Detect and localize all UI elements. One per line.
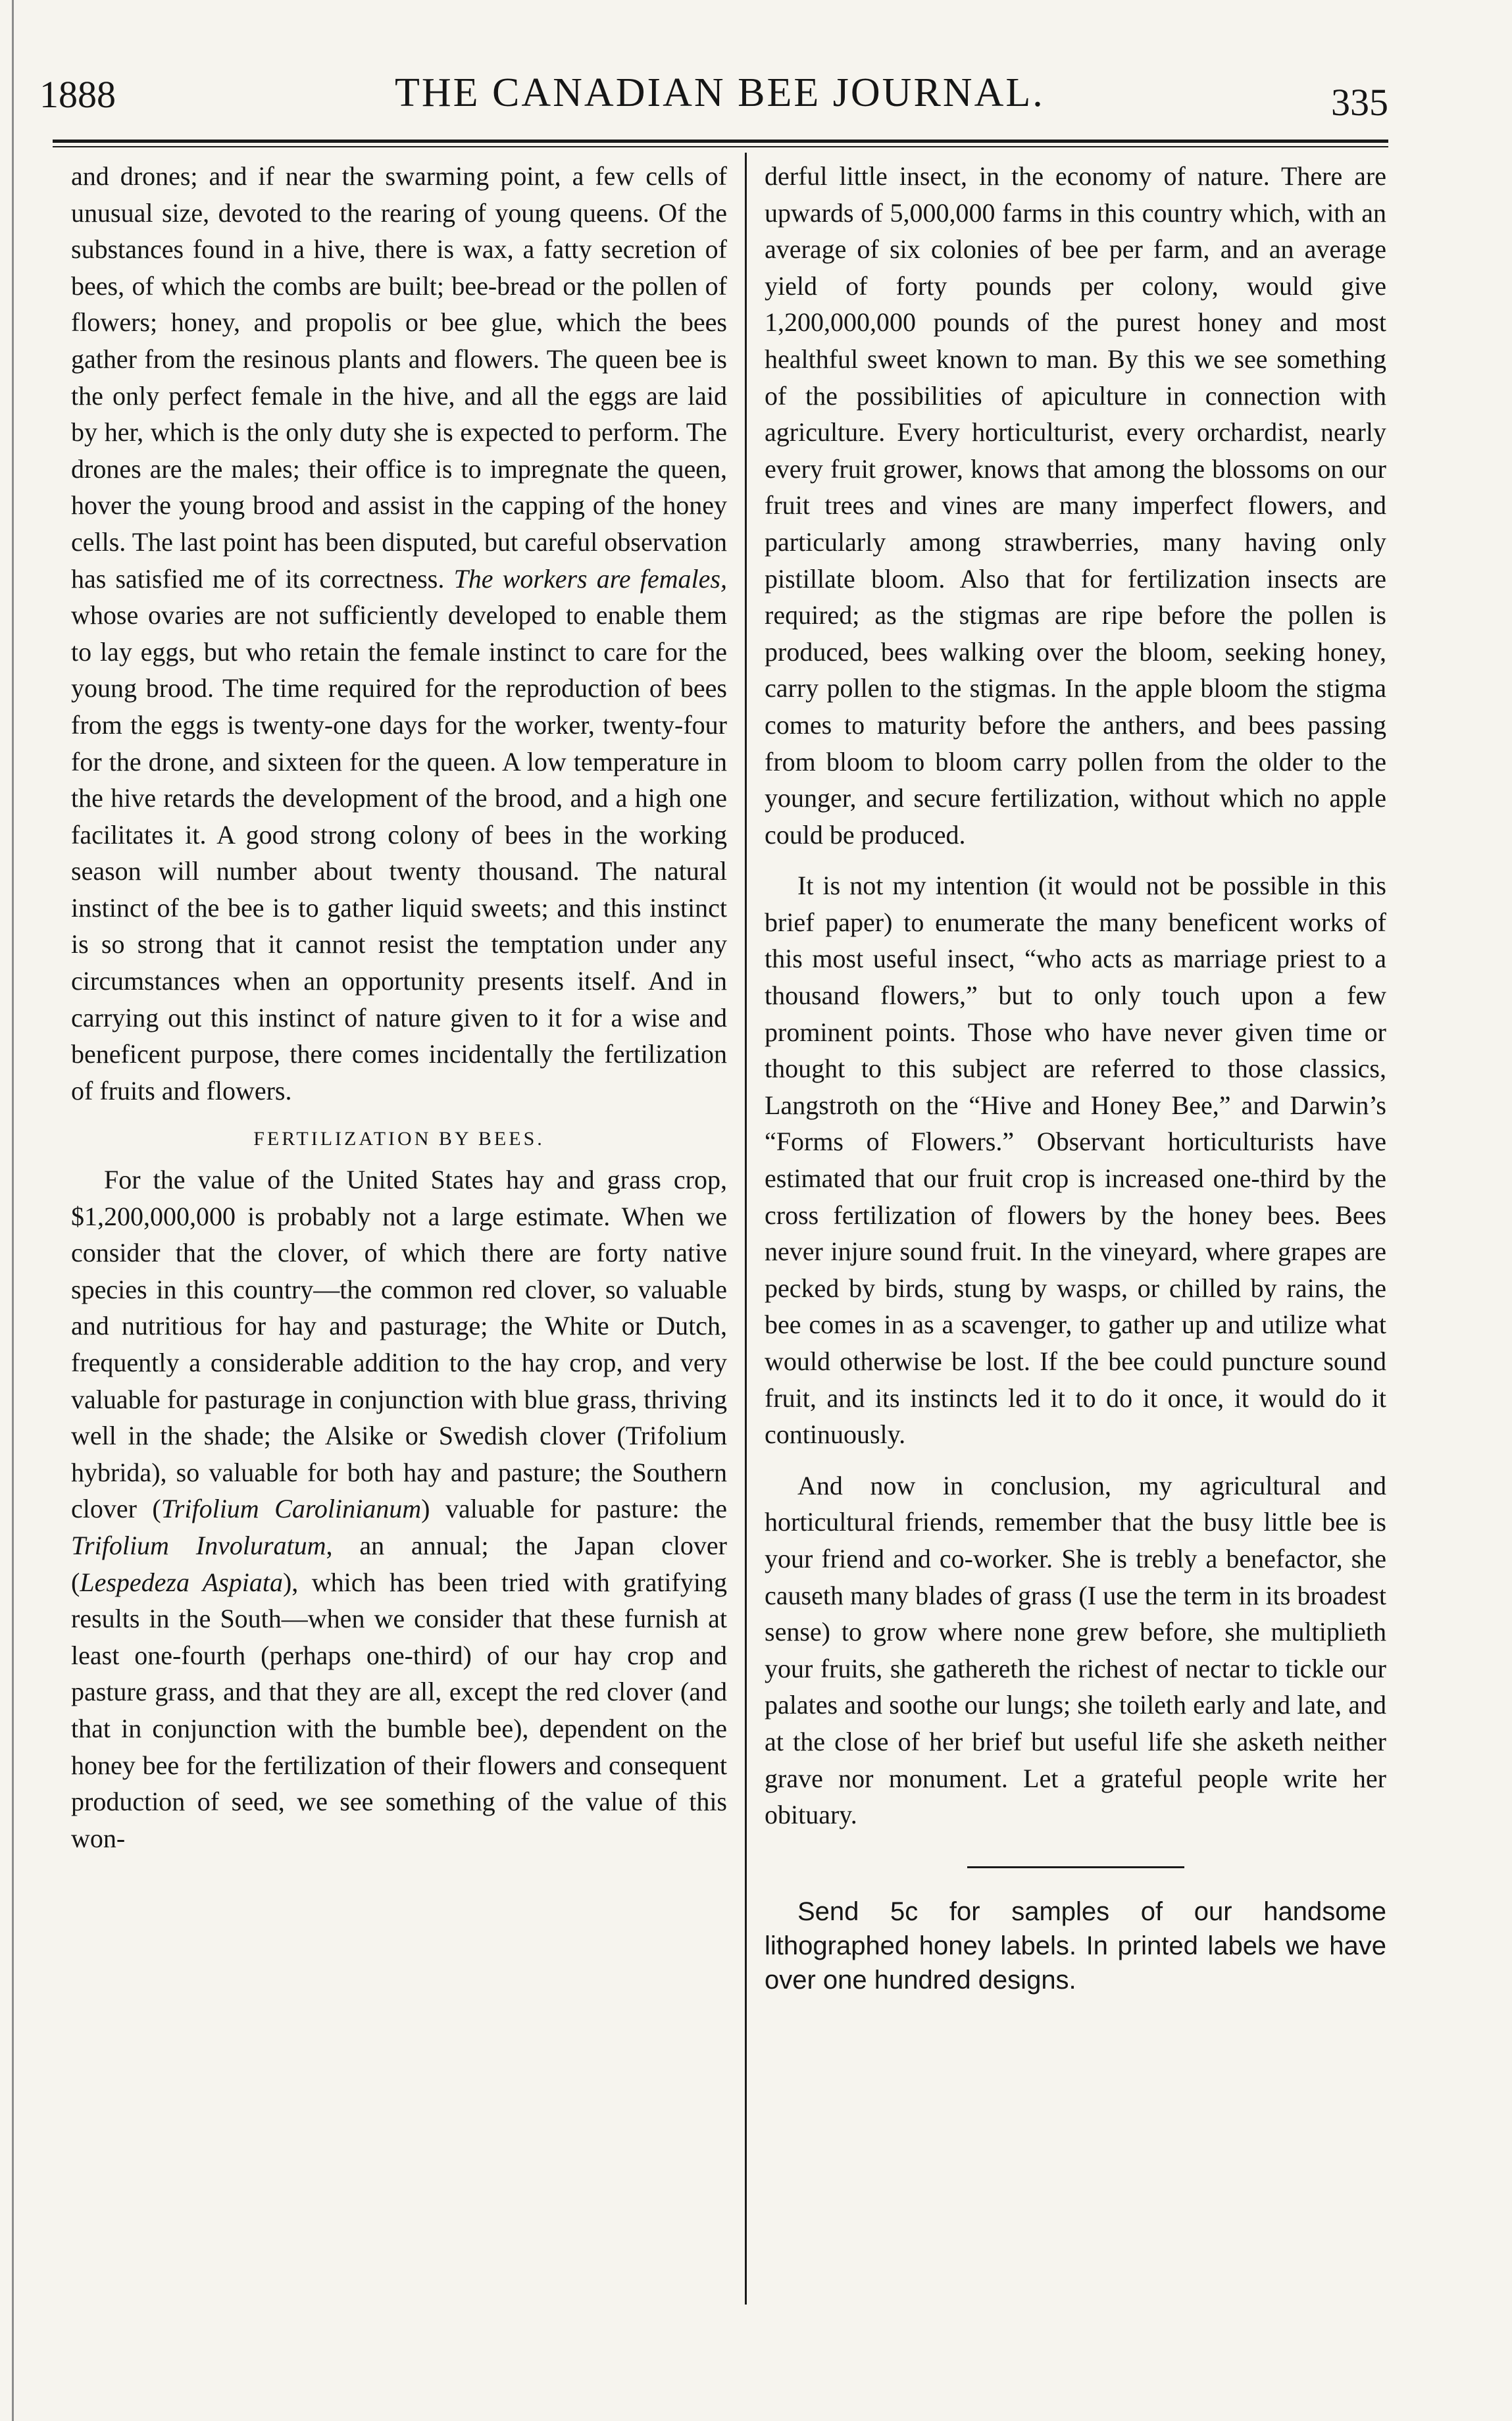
- section-heading: FERTILIZATION BY BEES.: [253, 1128, 545, 1150]
- journal-title: THE CANADIAN BEE JOURNAL.: [395, 70, 1045, 115]
- italic-phrase: The workers are females,: [453, 563, 727, 594]
- header-rule-thick: [53, 140, 1388, 143]
- page-number: 335: [1331, 81, 1388, 124]
- advertisement-notice: Send 5c for samples of our handsome lithographed honey labels. In printed labels we have over one hundred designs.: [765, 1897, 1386, 1995]
- paragraph: It is not my intention (it would not be possible in this brief paper) to enumerate the many beneficent works of this most useful insect, “who acts as marriage priest to a thousand flowers,” but to only touch upon a few prominent points. Those who have never given time or thought to this subject are referred to those classics, Langstroth on the “Hive and Honey Bee,” and Darwin’s “Forms of Flowers.” Observant horticulturists have estimated that our fruit crop is increased one-third by the cross fertilization of flowers by the honey bees. Bees never injure sound fruit. In the vineyard, where grapes are pecked by birds, stung by wasps, or chilled by rains, the bee comes in as a scavenger, to gather up and utilize what would otherwise be lost. If the bee could puncture sound fruit, and its instincts led it to do it once, it would do it continuously.: [765, 871, 1386, 1450]
- running-header: [39, 66, 1388, 125]
- header-year: 1888: [39, 73, 116, 116]
- paragraph: For the value of the United States hay and grass crop, $1,200,000,000 is probably not a large estimate. When we consider that the clover, of which there are forty native species in this country—the common red clover, so valuable and nutritious for hay and pasturage; the White or Dutch, frequently a considerable addition to the hay crop, and very valuable for pasturage in conjunction with blue grass, thriving well in the shade; the Alsike or Swedish clover (Trifolium hybrida), so valuable for both hay and pasture; the Southern clover (Trifolium Carolinianum) valuable for pasture: the Trifolium Involuratum, an annual; the Japan clover (Lespedeza Aspiata), which has been tried with gratifying results in the South—when we consider that these furnish at least one-fourth (perhaps one-third) of our hay crop and pasture grass, and that they are all, except the red clover (and that in conjunction with the bumble bee), dependent on the honey bee for the fertilization of their flowers and consequent production of seed, we see something of the value of this won-: [71, 1165, 728, 1853]
- short-divider: [967, 1866, 1184, 1868]
- paragraph: and drones; and if near the swarming point, a few cells of unusual size, devoted to the rearing of young queens. Of the substances found in a hive, there is wax, a fatty secretion of bees, of which the combs are built; bee-bread or the pollen of flowers; honey, and propolis or bee glue, which the bees gather from the resinous plants and flowers. The queen bee is the only perfect female in the hive, and all the eggs are laid by her, which is the only duty she is expected to perform. The drones are the males; their office is to impregnate the queen, hover the young brood and assist in the capping of the honey cells. The last point has been disputed, but careful observation has satisfied me of its correctness. The workers are females, whose ovaries are not sufficiently developed to enable them to lay eggs, but who retain the female instinct to care for the young brood. The time required for the reproduction of bees from the eggs is twenty-one days for the worker, twenty-four for the drone, and sixteen for the queen. A low temperature in the hive retards the development of the brood, and a high one facilitates it. A good strong colony of bees in the working season will number about twenty thousand. The natural instinct of the bee is to gather liquid sweets; and this instinct is so strong that it cannot resist the temptation under any circumstances when an opportunity presents itself. And in carrying out this instinct of nature given to it for a wise and beneficent purpose, there comes incidentally the fertilization of fruits and flowers.: [71, 161, 727, 1106]
- right-column: [765, 158, 1386, 1997]
- scan-margin-line: [12, 0, 14, 2421]
- paragraph: derful little insect, in the economy of nature. There are upwards of 5,000,000 farms in this country which, with an average of six colonies of bee per farm, and an average yield of forty pounds per colony, would give 1,200,000,000 pounds of the purest honey and most healthful sweet known to man. By this we see something of the possibilities of apiculture in connection with agriculture. Every horticulturist, every orchardist, nearly every fruit grower, knows that among the blossoms on our fruit trees and vines are many imperfect flowers, and particularly among strawberries, many having only pistillate bloom. Also that for fertilization insects are required; as the stigmas are ripe before the pollen is produced, bees walking over the bloom, seeking honey, carry pollen to the stigmas. In the apple bloom the stigma comes to maturity before the anthers, and bees passing from bloom to bloom carry pollen from the older to the younger, and secure fertilization, without which no apple could be produced.: [765, 161, 1386, 850]
- header-rule-thin: [53, 146, 1388, 147]
- paragraph: And now in conclusion, my agricultural and horticultural friends, remember that the busy little bee is your friend and co-worker. She is trebly a benefactor, she causeth many blades of grass (I use the term in its broadest sense) to grow where none grew before, she multiplieth your fruits, she gathereth the richest of nectar to tickle our palates and soothe our lungs; she toileth early and late, and at the close of her brief but useful life she asketh neither grave nor monument. Let a grateful people write her obituary.: [765, 1470, 1386, 1830]
- left-column: [71, 158, 727, 1856]
- column-divider: [745, 153, 747, 2305]
